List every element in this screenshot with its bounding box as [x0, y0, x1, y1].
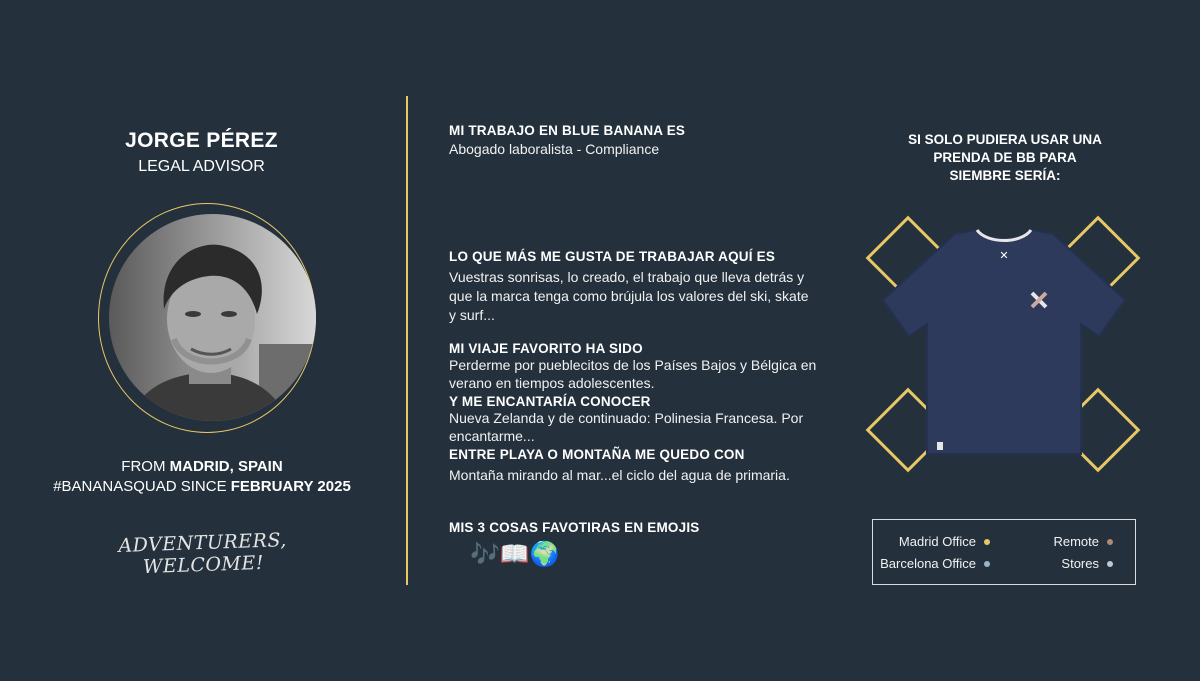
work-section: [449, 123, 829, 159]
since-prefix: #BANANASQUAD SINCE: [53, 478, 231, 495]
legend-dot-barcelona: [984, 561, 990, 567]
office-legend: [872, 519, 1136, 585]
legend-label-barcelona: Barcelona Office: [880, 556, 976, 571]
beach-section: [449, 447, 809, 485]
wish-question: Y ME ENCANTARÍA CONOCER: [449, 394, 651, 409]
wish-answer: Nueva Zelanda y de continuado: Polinesia Francesa. Por encantarme...: [449, 410, 804, 444]
trip-section: [449, 341, 824, 392]
legend-dot-remote: [1107, 539, 1113, 545]
legend-item-barcelona: [880, 556, 990, 571]
column-divider: [406, 96, 408, 585]
emoji-section: [449, 520, 829, 535]
legend-label-stores: Stores: [1061, 556, 1099, 571]
svg-text:✕: ✕: [999, 249, 1009, 262]
employee-role: LEGAL ADVISOR: [138, 158, 265, 175]
legend-dot-stores: [1107, 561, 1113, 567]
wish-section: [449, 394, 824, 445]
origin-block: [40, 457, 364, 497]
slogan-logo: [96, 524, 310, 579]
legend-label-madrid: Madrid Office: [898, 534, 976, 549]
work-answer: Abogado laboralista - Compliance: [449, 141, 660, 157]
trip-question: MI VIAJE FAVORITO HA SIDO: [449, 341, 643, 356]
tshirt-image: [877, 228, 1131, 458]
beach-question: ENTRE PLAYA O MONTAÑA ME QUEDO CON: [449, 447, 745, 462]
from-place: MADRID, SPAIN: [169, 458, 283, 475]
profile-photo: [109, 214, 316, 421]
trip-answer: Perderme por pueblecitos de los Países Bajos y Bélgica en verano en tiempos adolescentes.: [449, 357, 817, 391]
legend-dot-madrid: [984, 539, 990, 545]
legend-item-stores: [1061, 556, 1113, 571]
likes-section: [449, 249, 809, 325]
legend-item-madrid: [899, 534, 990, 549]
garment-title: SI SOLO PUDIERA USAR UNA PRENDA DE BB PARA SIEMBRE SERÍA:: [908, 132, 1102, 183]
likes-question: LO QUE MÁS ME GUSTA DE TRABAJAR AQUÍ ES: [449, 249, 776, 264]
legend-label-remote: Remote: [1053, 534, 1099, 549]
slogan-text: ADVENTURERS, WELCOME!: [118, 529, 288, 579]
from-prefix: FROM: [121, 458, 170, 475]
beach-answer: Montaña mirando al mar...el ciclo del agua de primaria.: [449, 467, 790, 483]
legend-item-remote: [1053, 534, 1113, 549]
work-question: MI TRABAJO EN BLUE BANANA ES: [449, 123, 686, 138]
since-date: FEBRUARY 2025: [230, 478, 351, 495]
emoji-question: MIS 3 COSAS FAVOTIRAS EN EMOJIS: [449, 520, 700, 535]
emoji-list: 🎶📖🌍: [470, 541, 560, 568]
employee-name: JORGE PÉREZ: [125, 129, 278, 152]
likes-answer: Vuestras sonrisas, lo creado, el trabajo que lleva detrás y que la marca tenga como brújula los valores del ski, skate y surf...: [449, 269, 809, 323]
